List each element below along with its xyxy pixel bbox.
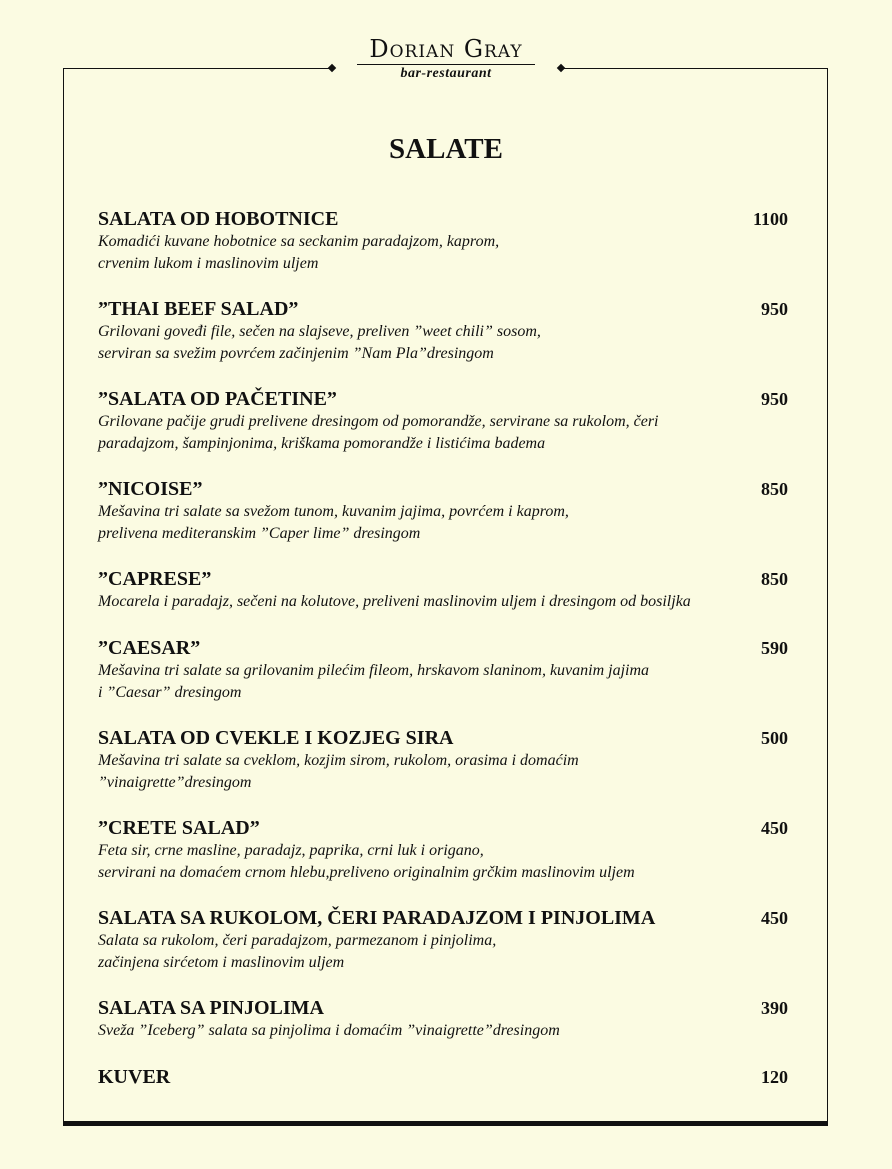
logo-name: Dorian Gray (369, 35, 523, 63)
menu-item-name: ”THAI BEEF SALAD” (98, 298, 299, 320)
menu-item-description-line: i ”Caesar” dresingom (98, 684, 242, 701)
menu-item (98, 817, 788, 884)
menu-item (98, 568, 788, 613)
menu-item-price: 390 (761, 998, 788, 1018)
menu-item-description-line: crvenim lukom i maslinovim uljem (98, 255, 319, 272)
menu-item-price: 950 (761, 299, 788, 319)
menu-item-price: 850 (761, 479, 788, 499)
menu-item-description-line: ”vinaigrette”dresingom (98, 774, 252, 791)
menu-item-price: 450 (761, 818, 788, 838)
logo-subtitle: bar-restaurant (400, 66, 492, 81)
menu-item-description (98, 930, 788, 974)
menu-item-description-line: paradajzom, šampinjonima, kriškama pomorandže i listićima badema (98, 435, 546, 452)
menu-item (98, 208, 788, 275)
menu-item-description (98, 231, 788, 275)
menu-item-price: 590 (761, 638, 788, 658)
menu-item-description-line: Mocarela i paradajz, sečeni na kolutove, preliveni maslinovim uljem i dresingom od bosiljka (98, 593, 691, 610)
menu-item (98, 997, 788, 1042)
menu-item-name: ”CAESAR” (98, 637, 201, 659)
menu-item-price: 950 (761, 389, 788, 409)
menu-item-description-line: začinjena sirćetom i maslinovim uljem (98, 954, 345, 971)
menu-item-description-line: servirani na domaćem crnom hlebu,preliveno originalnim grčkim maslinovim uljem (98, 864, 635, 881)
menu-item-name: ”CRETE SALAD” (98, 817, 260, 839)
menu-item-price: 120 (761, 1067, 788, 1087)
menu-item-description-line: Salata sa rukolom, čeri paradajzom, parmezanom i pinjolima, (98, 932, 497, 949)
menu-item-price: 500 (761, 728, 788, 748)
menu-item-description-line: Grilovane pačije grudi prelivene dresingom od pomorandže, servirane sa rukolom, čeri (98, 413, 659, 430)
frame-top-right-line (561, 68, 828, 69)
menu-item-description-line: Komadići kuvane hobotnice sa seckanim paradajzom, kaprom, (98, 233, 500, 250)
menu-item (98, 637, 788, 704)
menu-item-description-line: Mešavina tri salate sa svežom tunom, kuvanim jajima, povrćem i kaprom, (98, 503, 569, 520)
menu-item (98, 388, 788, 455)
menu-item-name: SALATA SA PINJOLIMA (98, 997, 324, 1019)
menu-item-description-line: serviran sa svežim povrćem začinjenim ”Nam Pla”dresingom (98, 345, 494, 362)
menu-item-price: 450 (761, 908, 788, 928)
menu-item-description (98, 840, 788, 884)
menu-item-name: ”SALATA OD PAČETINE” (98, 388, 337, 410)
frame-top-left-line (63, 68, 333, 69)
menu-item-price: 850 (761, 569, 788, 589)
menu-item (98, 907, 788, 974)
menu-item-name: ”CAPRESE” (98, 568, 212, 590)
menu-item-description (98, 501, 788, 545)
menu-item-description-line: Mešavina tri salate sa cveklom, kozjim sirom, rukolom, orasima i domaćim (98, 752, 579, 769)
menu-item-description-line: Sveža ”Iceberg” salata sa pinjolima i domaćim ”vinaigrette”dresingom (98, 1022, 560, 1039)
menu-item-description-line: Feta sir, crne masline, paradajz, paprika, crni luk i origano, (98, 842, 484, 859)
menu-item-price: 1100 (752, 209, 788, 229)
menu-item-name: SALATA OD CVEKLE I KOZJEG SIRA (98, 727, 454, 749)
menu-item-name: SALATA SA RUKOLOM, ČERI PARADAJZOM I PINJOLIMA (98, 907, 656, 929)
menu-item-description (98, 321, 788, 365)
menu-item (98, 478, 788, 545)
menu-item-description (98, 1020, 788, 1042)
menu-item-description (98, 660, 788, 704)
restaurant-logo (346, 34, 546, 83)
menu-item-description (98, 411, 788, 455)
menu-item (98, 727, 788, 794)
page-title: SALATE (389, 133, 503, 165)
menu-item-description-line: prelivena mediteranskim ”Caper lime” dresingom (98, 525, 421, 542)
menu-item-description-line: Mešavina tri salate sa grilovanim pilećim fileom, hrskavom slaninom, kuvanim jajima (98, 662, 650, 679)
menu-item-name: ”NICOISE” (98, 478, 203, 500)
menu-item-description-line: Grilovani goveđi file, sečen na slajseve, preliven ”weet chili” sosom, (98, 323, 541, 340)
menu-item (98, 298, 788, 365)
menu-item-description (98, 591, 788, 613)
menu-item-description (98, 750, 788, 794)
menu-item-name: KUVER (98, 1066, 171, 1088)
menu-item-name: SALATA OD HOBOTNICE (98, 208, 339, 230)
menu-item (98, 1066, 788, 1088)
